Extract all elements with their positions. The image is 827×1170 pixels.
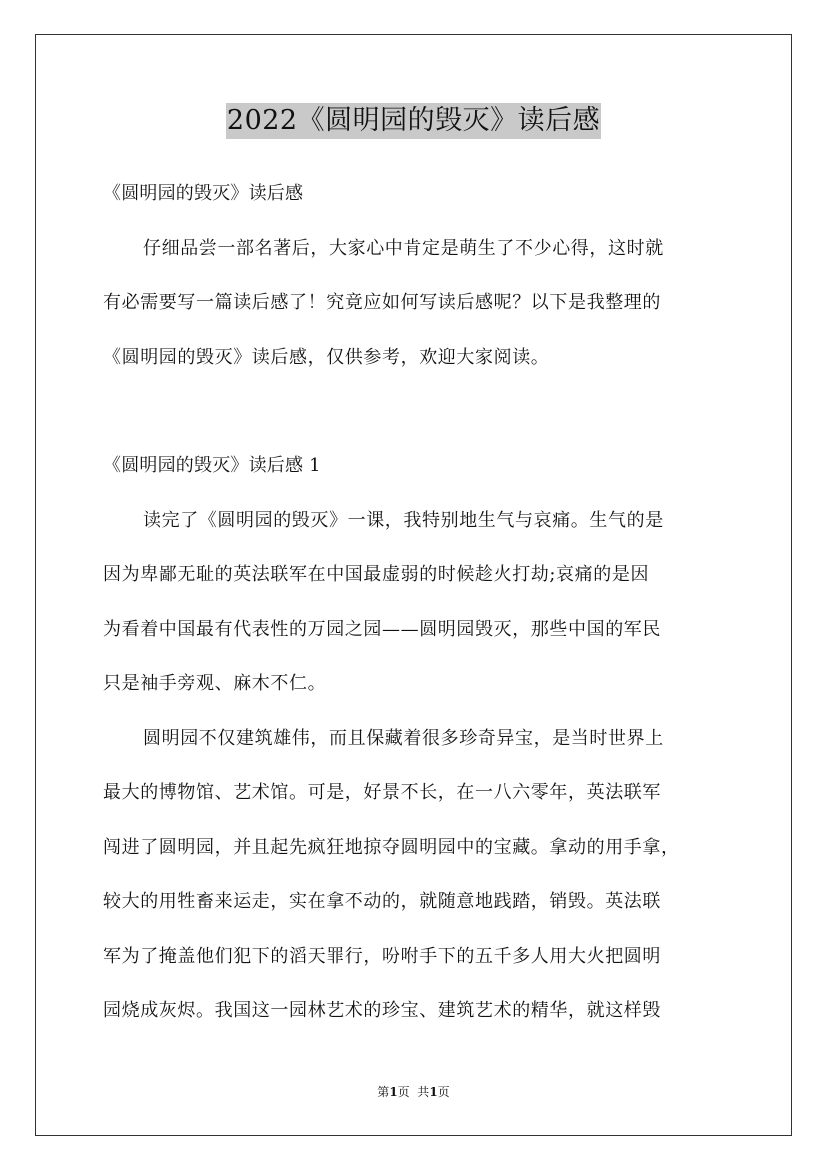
paragraph-line: 仔细品尝一部名著后，大家心中肯定是萌生了不少心得，这时就 bbox=[143, 237, 664, 259]
paragraph-line: 因为卑鄙无耻的英法联军在中国最虚弱的时候趁火打劫;哀痛的是因 bbox=[103, 564, 650, 585]
title-container bbox=[0, 103, 827, 139]
paragraph-line: 读完了《圆明园的毁灭》一课，我特别地生气与哀痛。生气的是 bbox=[143, 509, 664, 531]
footer-page-current: 1 bbox=[389, 1085, 398, 1099]
paragraph-line: 《圆明园的毁灭》读后感，仅供参考，欢迎大家阅读。 bbox=[103, 346, 550, 368]
footer-page-total: 1 bbox=[429, 1085, 438, 1099]
document-body bbox=[103, 176, 743, 1048]
paragraph-line: 最大的博物馆、艺术馆。可是，好景不长，在一八六零年，英法联军 bbox=[103, 782, 661, 803]
intro-heading: 《圆明园的毁灭》读后感 bbox=[103, 183, 304, 204]
paragraph-line: 只是袖手旁观、麻木不仁。 bbox=[103, 673, 327, 694]
paragraph-line: 园烧成灰烬。我国这一园林艺术的珍宝、建筑艺术的精华，就这样毁 bbox=[103, 1000, 661, 1021]
paragraph-line: 闯进了圆明园，并且起先疯狂地掠夺圆明园中的宝藏。拿动的用手拿， bbox=[103, 836, 680, 858]
intro-paragraph bbox=[103, 231, 743, 395]
footer-page-mid: 页 共 bbox=[397, 1085, 430, 1099]
section1-paragraph-2 bbox=[103, 721, 743, 1048]
document-title: 2022《圆明园的毁灭》读后感 bbox=[226, 103, 601, 139]
paragraph-line: 圆明园不仅建筑雄伟，而且保藏着很多珍奇异宝，是当时世界上 bbox=[143, 727, 664, 749]
page-footer bbox=[0, 1084, 827, 1100]
paragraph-line: 有必需要写一篇读后感了！究竟应如何写读后感呢？以下是我整理的 bbox=[103, 292, 661, 313]
footer-page-prefix: 第 bbox=[377, 1085, 390, 1099]
footer-page-suffix: 页 bbox=[437, 1085, 450, 1099]
paragraph-line: 为看着中国最有代表性的万园之园——圆明园毁灭，那些中国的军民 bbox=[103, 618, 661, 640]
section-spacer bbox=[103, 394, 743, 448]
paragraph-line: 军为了掩盖他们犯下的滔天罪行，吩咐手下的五千多人用大火把圆明 bbox=[103, 945, 661, 967]
section1-paragraph-1 bbox=[103, 503, 743, 721]
section1-heading: 《圆明园的毁灭》读后感 1 bbox=[103, 455, 321, 476]
paragraph-line: 较大的用牲畜来运走，实在拿不动的，就随意地践踏，销毁。英法联 bbox=[103, 891, 661, 912]
